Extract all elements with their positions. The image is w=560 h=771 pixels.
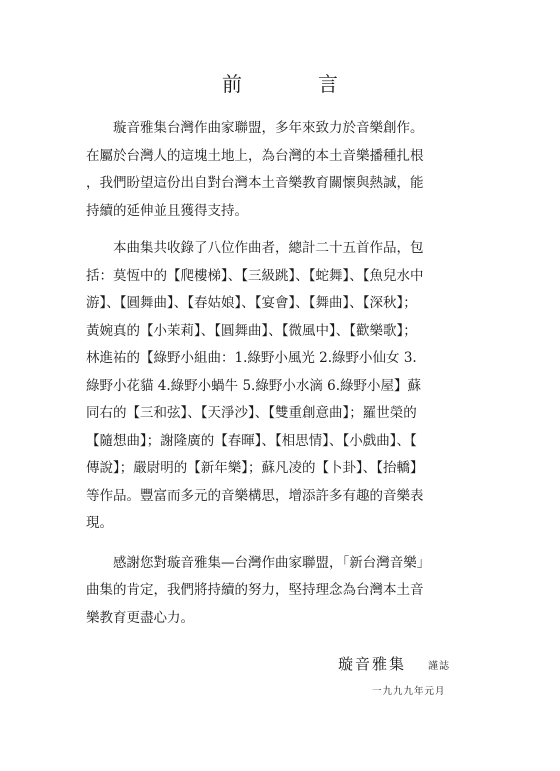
paragraph-line: 黃婉真的【小茉莉】、【圓舞曲】、【微風中】、【歡樂歌】； [86, 322, 417, 339]
paragraph-line: 【隨想曲】；謝隆廣的【春暉】、【相思情】、【小戲曲】、【 [86, 432, 417, 449]
paragraph-line: ，我們盼望這份出自對台灣本土音樂教育關懷與熱誠，能 [86, 175, 424, 191]
paragraph-line: 持續的延伸並且獲得支持。 [86, 202, 248, 219]
paragraph-line: 璇音雅集台灣作曲家聯盟，多年來致力於音樂創作。 [113, 120, 424, 136]
paragraph-intro [86, 115, 472, 225]
paragraph-line: 曲集的肯定，我們將持續的努力，堅持理念為台灣本土音 [86, 582, 424, 598]
paragraph-line: 樂教育更盡心力。 [86, 609, 194, 626]
signature-note: 謹誌 [428, 661, 451, 672]
paragraph-line: 本曲集共收錄了八位作曲者，總計二十五首作品，包 [113, 240, 424, 256]
paragraph-line: 傳說】；嚴尉明的【新年樂】；蘇凡凌的【卜卦】、【抬轎】 [86, 460, 424, 476]
paragraph-line: 綠野小花貓 4.綠野小蝸牛 5.綠野小水滴 6.綠野小屋】蘇 [86, 377, 422, 394]
paragraph-line: 游】、【圓舞曲】、【春姑娘】、【宴會】、【舞曲】、【深秋】； [86, 295, 417, 311]
paragraph-thanks [86, 550, 472, 633]
paragraph-line: 等作品。豐富而多元的音樂構思，增添許多有趣的音樂表 [86, 487, 424, 504]
paragraph-line: 感謝您對璇音雅集—台灣作曲家聯盟，「新台灣音樂」 [113, 554, 431, 571]
paragraph-line: 在屬於台灣人的這塊土地上，為台灣的本土音樂播種扎根 [86, 147, 424, 164]
paragraph-line: 現。 [86, 515, 113, 531]
document-date: 一九九九年元月 [372, 686, 446, 697]
signature-name: 璇音雅集 [338, 655, 407, 673]
body-text [86, 115, 472, 642]
paragraph-contents [86, 235, 472, 538]
page-title: 前 言 [222, 72, 366, 96]
paragraph-line: 同右的【三和弦】、【天淨沙】、【雙重創意曲】；羅世榮的 [86, 405, 417, 421]
paragraph-line: 林進祐的【綠野小組曲：1.綠野小風光 2.綠野小仙女 3. [86, 350, 417, 366]
signature [338, 653, 450, 674]
paragraph-line: 括：莫恆中的【爬樓梯】、【三級跳】、【蛇舞】、【魚兒水中 [86, 267, 424, 284]
